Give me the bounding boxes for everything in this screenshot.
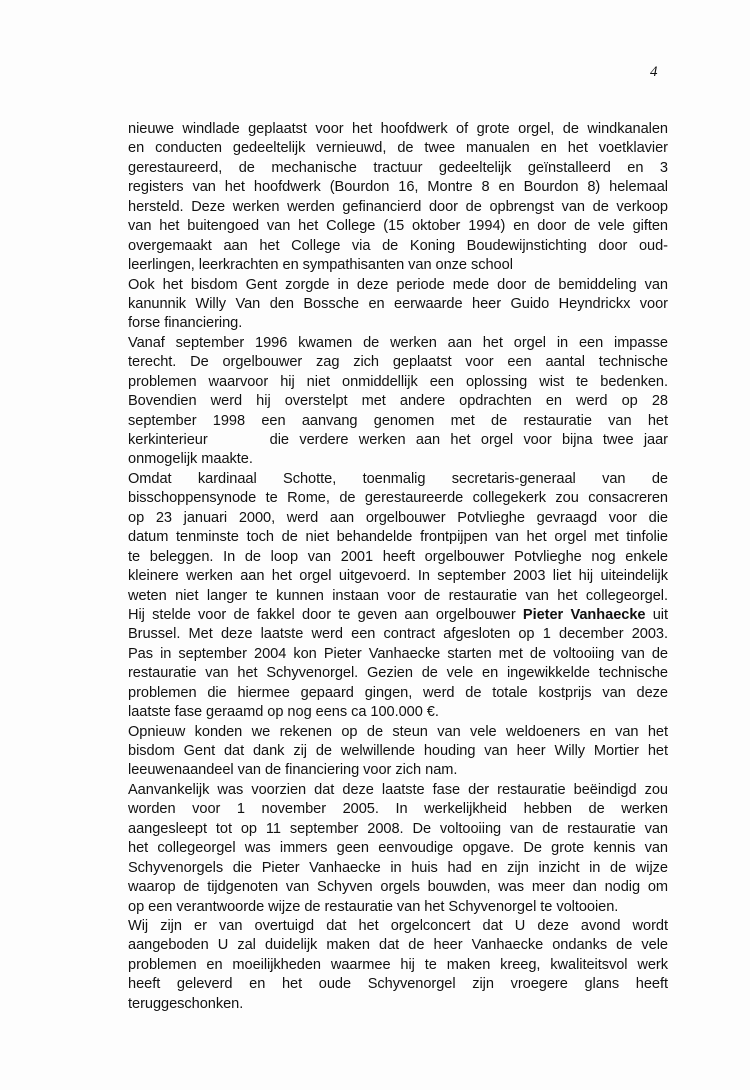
text-segment: Hij stelde voor de fakkel door te geven aan orgelbouwer	[128, 606, 523, 623]
text-line: problemen en moeilijkheden waarmee hij te maken kreeg, kwaliteitsvol werk	[128, 956, 668, 973]
text-line: nieuwe windlade geplaatst voor het hoofdwerk of grote orgel, de windkanalen	[128, 121, 668, 137]
body-text	[128, 120, 668, 1014]
text-line: worden voor 1 november 2005. In werkelijkheid hebben de werken	[128, 801, 668, 818]
text-line: laatste fase geraamd op nog eens ca 100.000 €.	[128, 704, 439, 721]
paragraph	[128, 334, 668, 470]
text-line: Wij zijn er van overtuigd dat het orgelconcert dat U deze avond wordt	[128, 917, 668, 934]
text-line: hersteld. Deze werken werden gefinancierd door de opbrengst van de verkoop	[128, 198, 668, 215]
text-line: datum tenminste toch de niet behandelde frontpijpen van het orgel met tinfolie	[128, 529, 668, 546]
paragraph	[128, 723, 668, 781]
text-line: Brussel. Met deze laatste werd een contract afgesloten op 1 december 2003.	[128, 626, 668, 643]
text-line: bisdom Gent dat dank zij de welwillende houding van heer Willy Mortier het	[128, 743, 668, 759]
text-line: op een verantwoorde wijze de restauratie van het Schyvenorgel te voltooien.	[128, 898, 619, 915]
text-line: waarop de tijdgenoten van Schyven orgels bouwden, was meer dan nodig om	[128, 879, 668, 896]
text-line: het collegeorgel was immers geen eenvoudige opgave. De grote kennis van	[128, 840, 668, 857]
text-line: aangeboden U zal duidelijk maken dat de heer Vanhaecke ondanks de vele	[128, 937, 668, 954]
text-line: kleinere werken aan het orgel uitgevoerd. In september 2003 liet hij uiteindelijk	[128, 568, 668, 585]
text-line: Omdat kardinaal Schotte, toenmalig secretaris-generaal van de	[128, 470, 668, 487]
text-line: problemen die hiermee gepaard gingen, werd de totale kostprijs van deze	[128, 684, 668, 701]
text-line: op 23 januari 2000, werd aan orgelbouwer Potvlieghe gevraagd voor die	[128, 509, 668, 526]
text-line: Bovendien werd hij overstelpt met andere opdrachten en werd op 28	[128, 393, 668, 410]
text-line: kanunnik Willy Van den Bossche en eerwaarde heer Guido Heyndrickx voor	[128, 295, 668, 312]
text-line: bisschoppensynode te Rome, de gerestaureerde collegekerk zou consacreren	[128, 490, 668, 507]
text-line: gerestaureerd, de mechanische tractuur gedeeltelijk geïnstalleerd en 3	[128, 159, 668, 176]
text-line: teruggeschonken.	[128, 995, 244, 1012]
text-line: kerkinterieur die verdere werken aan het orgel voor bijna twee jaar	[128, 432, 668, 448]
paragraph	[128, 276, 668, 334]
text-line: Schyvenorgels die Pieter Vanhaecke in huis had en zijn inzicht in de wijze	[128, 859, 668, 876]
text-line: forse financiering.	[128, 315, 243, 332]
text-line: Ook het bisdom Gent zorgde in deze periode mede door de bemiddeling van	[128, 276, 668, 293]
text-line: Opnieuw konden we rekenen op de steun van vele weldoeners en van het	[128, 723, 668, 740]
text-line: leeuwenaandeel van de financiering voor zich nam.	[128, 762, 458, 779]
text-segment: uit	[645, 606, 669, 623]
text-line: Vanaf september 1996 kwamen de werken aan het orgel in een impasse	[128, 334, 668, 351]
text-line: te beleggen. In de loop van 2001 heeft orgelbouwer Potvlieghe nog enkele	[128, 548, 668, 565]
text-line: heeft geleverd en het oude Schyvenorgel zijn vroegere glans heeft	[128, 976, 668, 993]
text-line: overgemaakt aan het College via de Koning Boudewijnstichting door oud-	[128, 237, 668, 254]
text-line: leerlingen, leerkrachten en sympathisanten van onze school	[128, 257, 513, 274]
text-line: aangesleept tot op 11 september 2008. De voltooiing van de restauratie van	[128, 820, 668, 837]
paragraph	[128, 781, 668, 917]
paragraph	[128, 120, 668, 276]
bold-name: Pieter Vanhaecke	[522, 606, 646, 623]
text-line: september 1998 een aanvang genomen met de restauratie van het	[128, 412, 668, 429]
text-line: weten niet langer te kunnen instaan voor de restauratie van het collegeorgel.	[128, 587, 668, 604]
text-line: restauratie van het Schyvenorgel. Gezien de vele en ingewikkelde technische	[128, 665, 668, 682]
text-line: registers van het hoofdwerk (Bourdon 16, Montre 8 en Bourdon 8) helemaal	[128, 179, 668, 196]
text-line: en conducten gedeeltelijk vernieuwd, de twee manualen en het voetklavier	[128, 140, 668, 157]
text-line-with-bold	[128, 606, 668, 625]
paragraph	[128, 917, 668, 1014]
text-line: onmogelijk maakte.	[128, 451, 253, 468]
text-line: van het buitengoed van het College (15 oktober 1994) en door de vele giften	[128, 218, 668, 235]
text-line: Aanvankelijk was voorzien dat deze laatste fase der restauratie beëindigd zou	[128, 781, 668, 798]
text-line: Pas in september 2004 kon Pieter Vanhaecke starten met de voltooiing van de	[128, 645, 668, 662]
paragraph	[128, 470, 668, 723]
page-number: 4	[650, 64, 658, 80]
text-line: problemen waarvoor hij niet onmiddellijk een oplossing wist te bedenken.	[128, 373, 668, 390]
text-line: terecht. De orgelbouwer zag zich geplaatst voor een aantal technische	[128, 354, 668, 371]
